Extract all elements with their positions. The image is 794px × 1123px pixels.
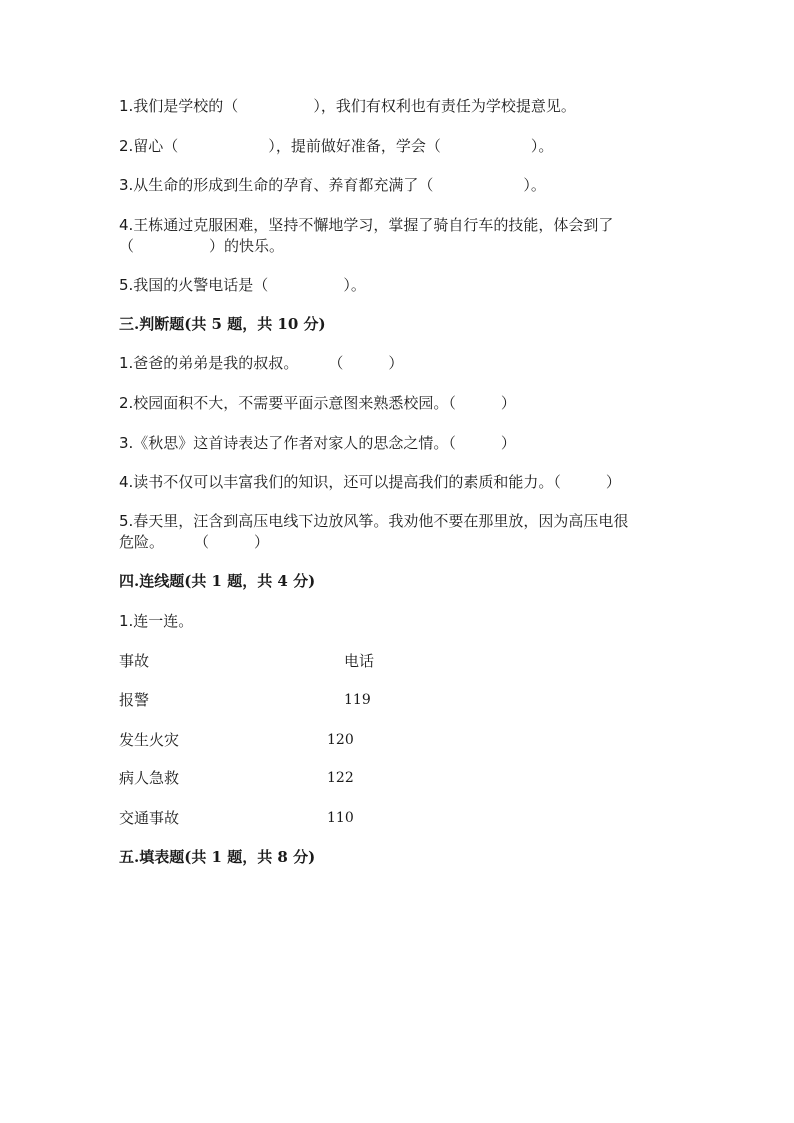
matching-right-item-4: 110 xyxy=(327,810,354,826)
matching-left-header: 事故 xyxy=(119,652,150,670)
section-4-heading: 四.连线题(共 1 题，共 4 分) xyxy=(119,572,316,590)
matching-question: 1.连一连。 xyxy=(119,612,194,630)
matching-right-header: 电话 xyxy=(344,652,375,670)
judge-question-1: 1.爸爸的弟弟是我的叔叔。 （ ） xyxy=(119,354,404,372)
judge-question-2: 2.校园面积不大，不需要平面示意图来熟悉校园。（ ） xyxy=(119,394,516,412)
judge-question-5-line-2: 危险。 （ ） xyxy=(119,533,270,551)
judge-question-5-line-1: 5.春天里，汪含到高压电线下边放风筝。我劝他不要在那里放，因为高压电很 xyxy=(119,512,629,530)
fill-blank-question-2: 2.留心（ ），提前做好准备，学会（ ）。 xyxy=(119,137,554,155)
fill-blank-question-3: 3.从生命的形成到生命的孕育、养育都充满了（ ）。 xyxy=(119,176,546,194)
matching-left-item-4: 交通事故 xyxy=(119,809,180,827)
matching-left-item-2: 发生火灾 xyxy=(119,731,180,749)
fill-blank-question-1: 1.我们是学校的（ ），我们有权利也有责任为学校提意见。 xyxy=(119,97,576,115)
judge-question-3: 3.《秋思》这首诗表达了作者对家人的思念之情。（ ） xyxy=(119,434,516,452)
matching-right-item-3: 122 xyxy=(327,770,354,786)
matching-left-item-1: 报警 xyxy=(119,691,150,709)
fill-blank-question-4-line-1: 4.王栋通过克服困难，坚持不懈地学习，掌握了骑自行车的技能，体会到了 xyxy=(119,216,614,234)
section-3-heading: 三.判断题(共 5 题，共 10 分) xyxy=(119,315,326,333)
fill-blank-question-5: 5.我国的火警电话是（ ）。 xyxy=(119,276,366,294)
judge-question-4: 4.读书不仅可以丰富我们的知识，还可以提高我们的素质和能力。（ ） xyxy=(119,473,621,491)
matching-right-item-2: 120 xyxy=(327,732,354,748)
matching-right-item-1: 119 xyxy=(344,692,371,708)
section-5-heading: 五.填表题(共 1 题，共 8 分) xyxy=(119,848,316,866)
fill-blank-question-4-line-2: （ ）的快乐。 xyxy=(119,237,285,255)
matching-left-item-3: 病人急救 xyxy=(119,769,180,787)
